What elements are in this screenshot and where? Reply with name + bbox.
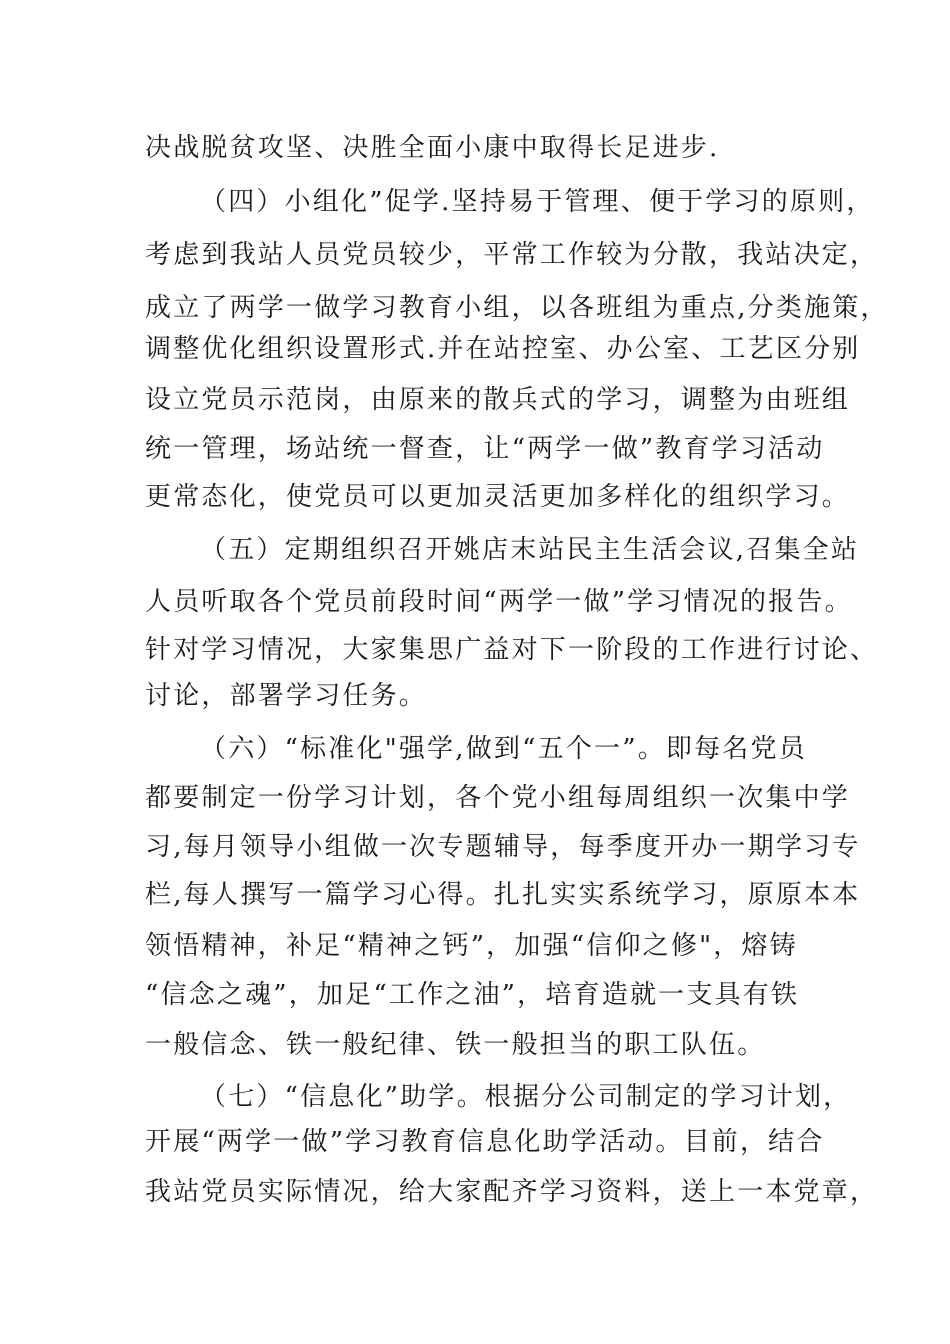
text-line: 开展“两学一做”学习教育信息化助学活动。目前，结合 [145,1127,825,1157]
text-line: 统一管理，场站统一督查，让“两学一做”教育学习活动 [145,434,825,464]
text-line: （六）“标准化"强学,做到“五个一”。即每名党员 [200,734,807,764]
text-line: 设立党员示范岗，由原来的散兵式的学习，调整为由班组 [145,385,851,415]
text-line: “信念之魂”，加足“工作之油”，培育造就一支具有铁 [145,980,800,1010]
text-line: 更常态化，使党员可以更加灵活更加多样化的组织学习。 [145,482,851,512]
text-line: 针对学习情况，大家集思广益对下一阶段的工作进行讨论、 [145,635,879,665]
text-line: 人员听取各个党员前段时间“两学一做”学习情况的报告。 [145,587,853,617]
text-line: 都要制定一份学习计划，各个党小组每周组织一次集中学 [145,783,851,813]
text-line: 栏,每人撰写一篇学习心得。扎扎实实系统学习，原原本本 [145,880,861,910]
text-line: 讨论，部署学习任务。 [145,681,428,711]
text-line: （四）小组化”促学.坚持易于管理、便于学习的原则， [200,187,875,217]
text-line: 习,每月领导小组做一次专题辅导，每季度开办一期学习专 [145,832,861,862]
text-line: 领悟精神，补足“精神之钙”，加强“信仰之修"，熔铸 [145,931,798,961]
text-line: 成立了两学一做学习教育小组，以各班组为重点,分类施策， [145,293,889,323]
text-line: （五）定期组织召开姚店末站民主生活会议,召集全站 [200,535,860,565]
text-line: 调整优化组织设置形式.并在站控室、办公室、工艺区分别 [145,334,861,364]
text-line: 考虑到我站人员党员较少，平常工作较为分散，我站决定， [145,240,879,270]
text-line: 一般信念、铁一般纪律、铁一般担当的职工队伍。 [145,1030,766,1060]
text-line: （七）“信息化”助学。根据分公司制定的学习计划， [200,1082,852,1112]
text-line: 我站党员实际情况，给大家配齐学习资料，送上一本党章， [145,1177,879,1207]
text-line: 决战脱贫攻坚、决胜全面小康中取得长足进步. [145,133,720,163]
